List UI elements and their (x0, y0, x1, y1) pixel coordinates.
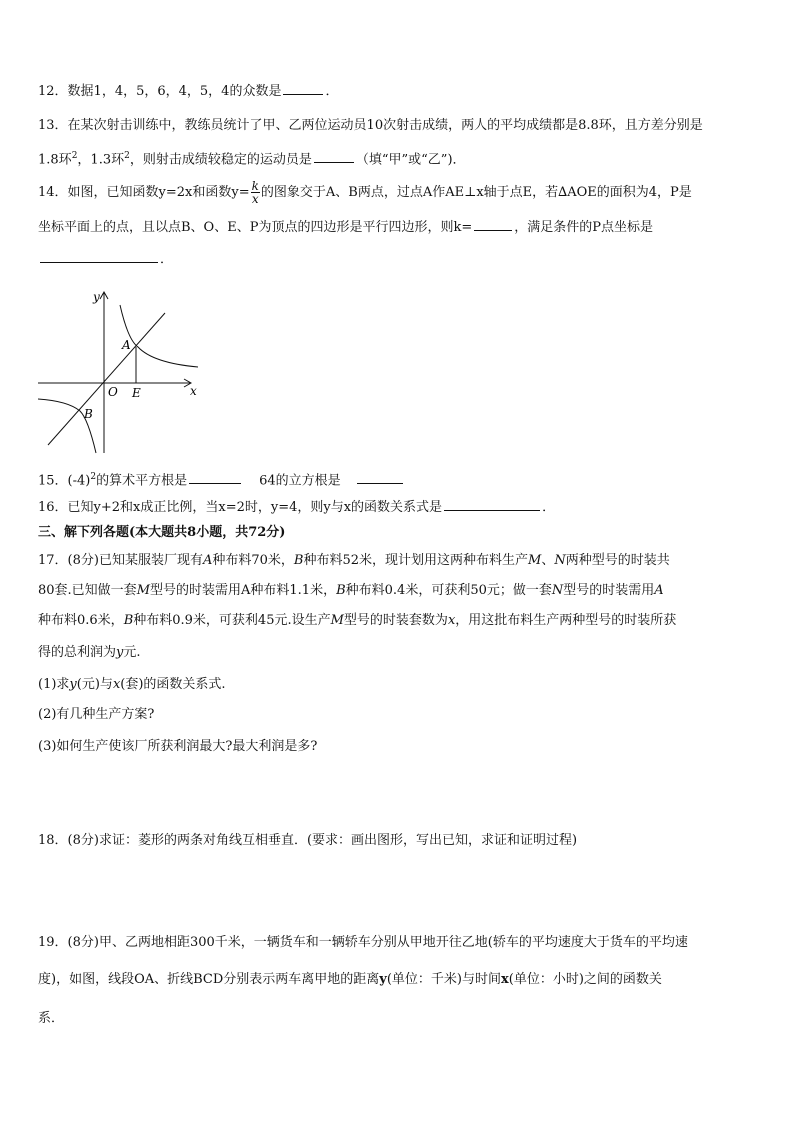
var-m: M (330, 613, 344, 628)
label-y: y (93, 290, 100, 304)
answer-blank-sqrt (189, 471, 241, 484)
q17-text: 两种型号的时装共 (565, 553, 670, 568)
var-a: A (654, 583, 664, 598)
var-x: x (112, 677, 121, 692)
q17-text: 元. (123, 645, 141, 660)
q17-text: 种布料70米， (212, 553, 294, 568)
q17-text: ，用这批布料生产两种型号的时装所获 (455, 613, 677, 628)
var-y: y (116, 645, 124, 660)
q17-text: 型号的时装套数为 (343, 613, 448, 628)
q12-end: ． (325, 84, 339, 99)
question-19-line-1: 19．(8分)甲、乙两地相距300千米，一辆货车和一辆轿车分别从甲地开往乙地(轿车的平均速度大于货车的平均速 (38, 935, 688, 950)
question-14-line-3 (38, 250, 173, 269)
var-n: N (551, 583, 564, 598)
question-18: 18．(8分)求证：菱形的两条对角线互相垂直．(要求：画出图形，写出已知，求证和证明过程) (38, 833, 578, 848)
question-17-part-1 (38, 676, 226, 694)
q15-b: 的算术平方根是 (96, 473, 188, 489)
q14-line2a: 坐标平面上的点，且以点B、O、E、P为顶点的四边形是平行四边形，则k= (38, 220, 473, 235)
fraction-denominator: x (251, 192, 259, 206)
question-17-line-2 (38, 582, 664, 600)
question-17-line-4 (38, 644, 141, 662)
q17-text: (套)的函数关系式. (120, 677, 226, 692)
var-y: y (69, 677, 77, 692)
question-15 (38, 468, 405, 490)
question-19-line-3: 系． (38, 1011, 65, 1026)
var-m: M (528, 553, 542, 568)
q17-text: 得的总利润为 (38, 645, 117, 660)
q13-l2b: ，1.3环 (77, 152, 125, 168)
q14-end: ． (160, 252, 174, 267)
line-y-2x (48, 313, 165, 445)
q16-text: 16．已知y+2和x成正比例，当x=2时，y=4，则y与x的函数关系式是 (38, 500, 443, 515)
question-17-line-1 (38, 552, 670, 570)
q17-text: 80套.已知做一套 (38, 583, 137, 598)
label-x: x (190, 384, 197, 398)
q17-text: 、 (541, 553, 555, 568)
q14-b: 的图象交于A、B两点，过点A作AE⊥x轴于点E，若∆AOE的面积为4，P是 (260, 185, 692, 200)
var-x: x (501, 972, 509, 987)
section-heading: 三、解下列各题(本大题共8小题，共72分) (38, 525, 286, 540)
var-a: A (202, 553, 213, 568)
q19-text: (单位：小时)之间的函数关 (508, 972, 662, 987)
var-b: B (336, 583, 346, 598)
var-y: y (379, 972, 387, 987)
question-19-line-2 (38, 971, 662, 989)
label-b: B (84, 407, 93, 421)
q17-text: 种布料0.4米，可获利50元；做一套 (345, 583, 552, 598)
superscript-2: 2 (71, 151, 78, 161)
label-e: E (132, 386, 141, 400)
fraction-numerator: k (251, 179, 259, 193)
q17-text: 17．(8分)已知某服装厂现有 (38, 553, 203, 568)
var-m: M (136, 583, 150, 598)
q19-text: (单位：千米)与时间 (386, 972, 502, 987)
q17-text: (1)求 (38, 677, 70, 692)
q16-end: ． (542, 500, 556, 515)
question-12 (38, 82, 338, 101)
answer-blank-p (40, 250, 158, 263)
function-graph (38, 285, 208, 455)
q13-l2c: ，则射击成绩较稳定的运动员是 (129, 152, 312, 168)
q15-a: 15．(-4) (38, 473, 91, 489)
var-x: x (447, 613, 456, 628)
hyperbola-branch-1 (120, 305, 198, 367)
question-13-line-1 (38, 117, 703, 135)
q13-line1: 13．在某次射击训练中，教练员统计了甲、乙两位运动员10次射击成绩，两人的平均成绩都是8.8环，且方差分别是 (38, 118, 703, 133)
label-o: O (108, 385, 118, 399)
q17-text: 种布料0.6米， (38, 613, 124, 628)
question-17-line-3 (38, 612, 676, 630)
q13-l2a: 1.8环 (38, 152, 72, 168)
var-b: B (293, 553, 304, 568)
q14-a: 14．如图，已知函数y=2x和函数y= (38, 185, 250, 200)
q17-text: (元)与 (76, 677, 113, 692)
var-b: B (123, 613, 134, 628)
answer-blank (444, 498, 540, 511)
q17-text: 型号的时装需用 (563, 583, 655, 598)
q17-text: 种布料52米，现计划用这两种布料生产 (303, 553, 529, 568)
q12-text: 12．数据1，4，5，6，4，5，4的众数是 (38, 84, 282, 99)
q17-text: 种布料0.9米，可获利45元.设生产 (133, 613, 331, 628)
q14-line2b: ，满足条件的P点坐标是 (514, 220, 653, 235)
answer-blank (314, 150, 354, 163)
q13-l2d: （填“甲”或“乙”)． (355, 152, 466, 168)
question-13-line-2 (38, 147, 466, 169)
question-16 (38, 498, 555, 517)
answer-blank (283, 82, 323, 95)
q19-text: 度)，如图，线段OA、折线BCD分别表示两车离甲地的距离 (38, 972, 380, 987)
superscript-2: 2 (124, 151, 130, 161)
answer-blank-cbrt (357, 471, 403, 484)
q15-c: 64的立方根是 (259, 473, 341, 489)
question-14-line-1 (38, 180, 692, 206)
question-17-part-2: (2)有几种生产方案? (38, 707, 155, 722)
answer-blank-k (474, 218, 512, 231)
fraction-k-over-x (251, 180, 260, 205)
label-a: A (122, 338, 131, 352)
question-14-line-2 (38, 218, 653, 237)
question-17-part-3: (3)如何生产使该厂所获利润最大?最大利润是多? (38, 739, 318, 754)
var-n: N (554, 553, 566, 568)
superscript-2: 2 (90, 472, 97, 482)
q17-text: 型号的时装需用A种布料1.1米， (150, 583, 337, 598)
